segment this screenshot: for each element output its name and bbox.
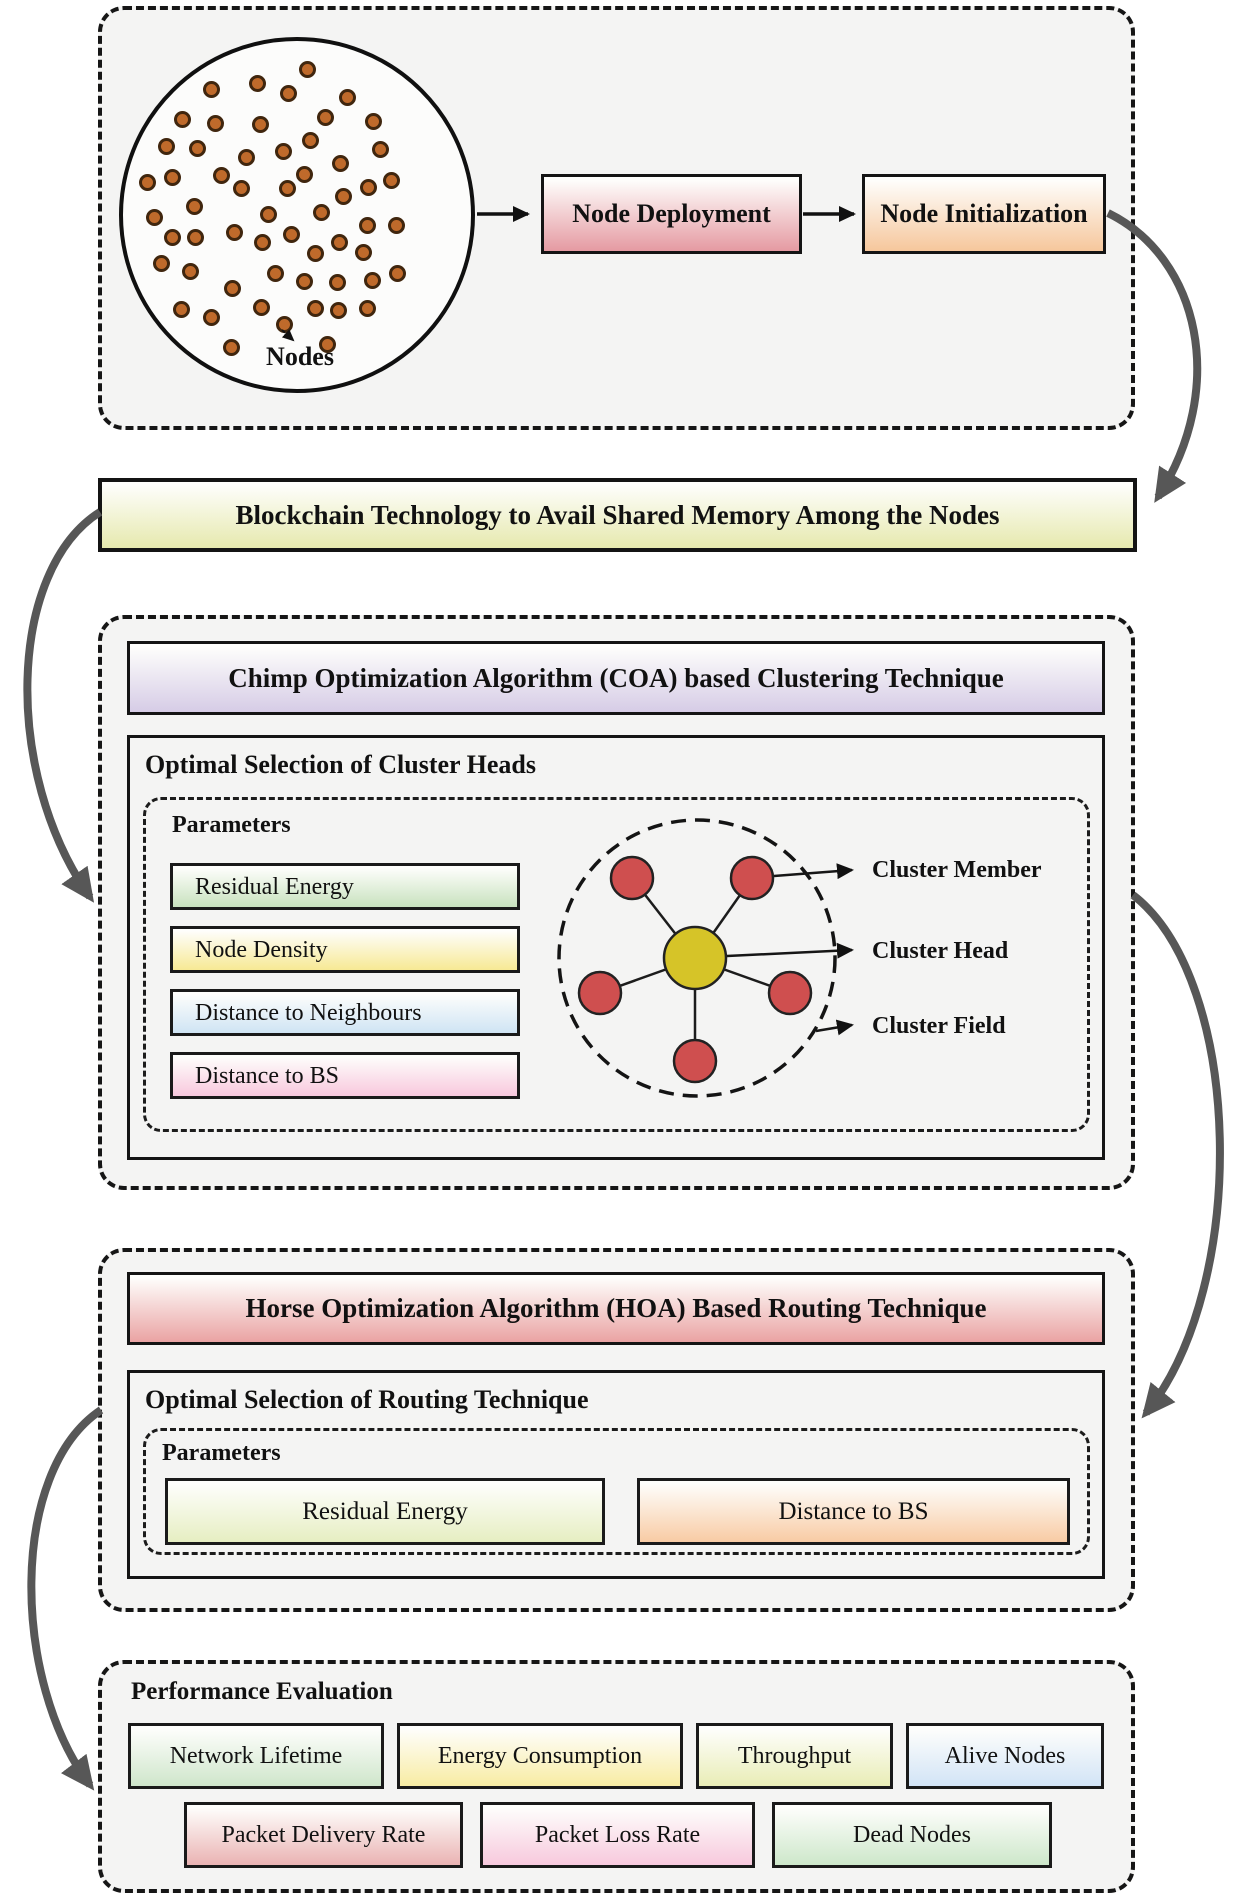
hoa-param-label: Residual Energy (302, 1498, 468, 1525)
metric-throughput (696, 1723, 893, 1789)
flow-arrow-blockchain-to-coa (27, 512, 100, 897)
metric-label: Throughput (737, 1743, 852, 1769)
hoa-parameters-heading: Parameters (162, 1440, 281, 1466)
sensor-node-dot (299, 61, 316, 78)
metric-label: Network Lifetime (169, 1743, 343, 1769)
flow-arrow-hoa-to-performance (31, 1410, 101, 1785)
hoa-param-label: Distance to BS (778, 1498, 929, 1525)
sensor-node-dot (313, 204, 330, 221)
sensor-node-dot (296, 166, 313, 183)
sensor-node-dot (213, 167, 230, 184)
coa-param-node-density (170, 926, 520, 973)
sensor-node-dot (139, 174, 156, 191)
sensor-node-dot (249, 75, 266, 92)
sensor-node-dot (339, 89, 356, 106)
sensor-node-dot (335, 188, 352, 205)
metric-packet-loss-rate (480, 1802, 755, 1868)
sensor-node-dot (276, 316, 293, 333)
sensor-node-dot (280, 85, 297, 102)
nodes-label: Nodes (266, 342, 334, 371)
sensor-node-dot (383, 172, 400, 189)
node-deployment-label: Node Deployment (572, 199, 771, 228)
sensor-node-dot (360, 179, 377, 196)
sensor-node-dot (186, 198, 203, 215)
coa-param-distance-bs (170, 1052, 520, 1099)
sensor-node-dot (364, 272, 381, 289)
sensor-node-dot (182, 263, 199, 280)
sensor-node-dot (260, 206, 277, 223)
sensor-node-dot (307, 300, 324, 317)
metric-label: Packet Loss Rate (534, 1822, 701, 1848)
cluster-member-label: Cluster Member (872, 857, 1042, 883)
metric-energy-consumption (397, 1723, 683, 1789)
sensor-node-dot (359, 217, 376, 234)
hoa-param-distance-bs (637, 1478, 1070, 1545)
sensor-node-dot (254, 234, 271, 251)
coa-param-distance-neighbours (170, 989, 520, 1036)
sensor-node-dot (283, 226, 300, 243)
sensor-node-dot (164, 169, 181, 186)
performance-heading: Performance Evaluation (131, 1678, 393, 1705)
sensor-node-dot (279, 180, 296, 197)
sensor-node-dot (389, 265, 406, 282)
sensor-node-dot (238, 149, 255, 166)
hoa-subheading: Optimal Selection of Routing Technique (145, 1385, 589, 1414)
blockchain-banner (98, 478, 1137, 552)
sensor-node-dot (226, 224, 243, 241)
sensor-node-dot (267, 265, 284, 282)
metric-label: Dead Nodes (853, 1822, 971, 1848)
sensor-node-dot (233, 180, 250, 197)
sensor-node-dot (253, 299, 270, 316)
hoa-header (127, 1272, 1105, 1345)
metric-alive-nodes (906, 1723, 1104, 1789)
hoa-header-label: Horse Optimization Algorithm (HOA) Based Routing Technique (245, 1293, 987, 1323)
flow-arrow-coa-to-hoa (1133, 895, 1220, 1413)
sensor-node-dot (331, 234, 348, 251)
sensor-node-dot (203, 309, 220, 326)
coa-param-label: Distance to BS (195, 1062, 339, 1089)
node-initialization-box (862, 174, 1106, 254)
sensor-node-dot (187, 229, 204, 246)
coa-param-label: Residual Energy (195, 873, 354, 900)
sensor-node-dot (224, 280, 241, 297)
sensor-node-dot (307, 245, 324, 262)
metric-dead-nodes (772, 1802, 1052, 1868)
sensor-node-dot (158, 138, 175, 155)
metric-label: Alive Nodes (944, 1743, 1066, 1769)
sensor-node-dot (365, 113, 382, 130)
coa-param-label: Node Density (195, 936, 328, 963)
sensor-node-dot (173, 301, 190, 318)
metric-label: Packet Delivery Rate (221, 1822, 426, 1848)
sensor-node-dot (174, 111, 191, 128)
sensor-node-dot (275, 143, 292, 160)
sensor-node-dot (252, 116, 269, 133)
sensor-node-dot (330, 302, 347, 319)
cluster-head-label: Cluster Head (872, 938, 1009, 964)
metric-label: Energy Consumption (437, 1743, 643, 1769)
sensor-node-dot (203, 81, 220, 98)
metric-network-lifetime (128, 1723, 384, 1789)
sensor-node-dot (207, 115, 224, 132)
sensor-node-dot (296, 273, 313, 290)
coa-parameters-heading: Parameters (172, 812, 291, 838)
coa-header-label: Chimp Optimization Algorithm (COA) based Clustering Technique (228, 662, 1004, 693)
sensor-field-circle (119, 37, 475, 393)
sensor-node-dot (372, 141, 389, 158)
metric-packet-delivery-rate (184, 1802, 463, 1868)
cluster-field-label: Cluster Field (872, 1013, 1006, 1039)
coa-subheading: Optimal Selection of Cluster Heads (145, 750, 536, 779)
coa-param-label: Distance to Neighbours (195, 999, 422, 1026)
node-field-dots (123, 41, 471, 389)
sensor-node-dot (388, 217, 405, 234)
sensor-node-dot (355, 244, 372, 261)
sensor-node-dot (302, 132, 319, 149)
sensor-node-dot (332, 155, 349, 172)
sensor-node-dot (317, 109, 334, 126)
sensor-node-dot (146, 209, 163, 226)
sensor-node-dot (189, 140, 206, 157)
sensor-node-dot (359, 300, 376, 317)
coa-param-residual-energy (170, 863, 520, 910)
sensor-node-dot (329, 274, 346, 291)
hoa-param-residual-energy (165, 1478, 605, 1545)
sensor-node-dot (164, 229, 181, 246)
node-deployment-box (541, 174, 802, 254)
blockchain-banner-label: Blockchain Technology to Avail Shared Memory Among the Nodes (235, 499, 1000, 530)
sensor-node-dot (153, 255, 170, 272)
node-initialization-label: Node Initialization (880, 199, 1088, 228)
coa-header (127, 641, 1105, 715)
